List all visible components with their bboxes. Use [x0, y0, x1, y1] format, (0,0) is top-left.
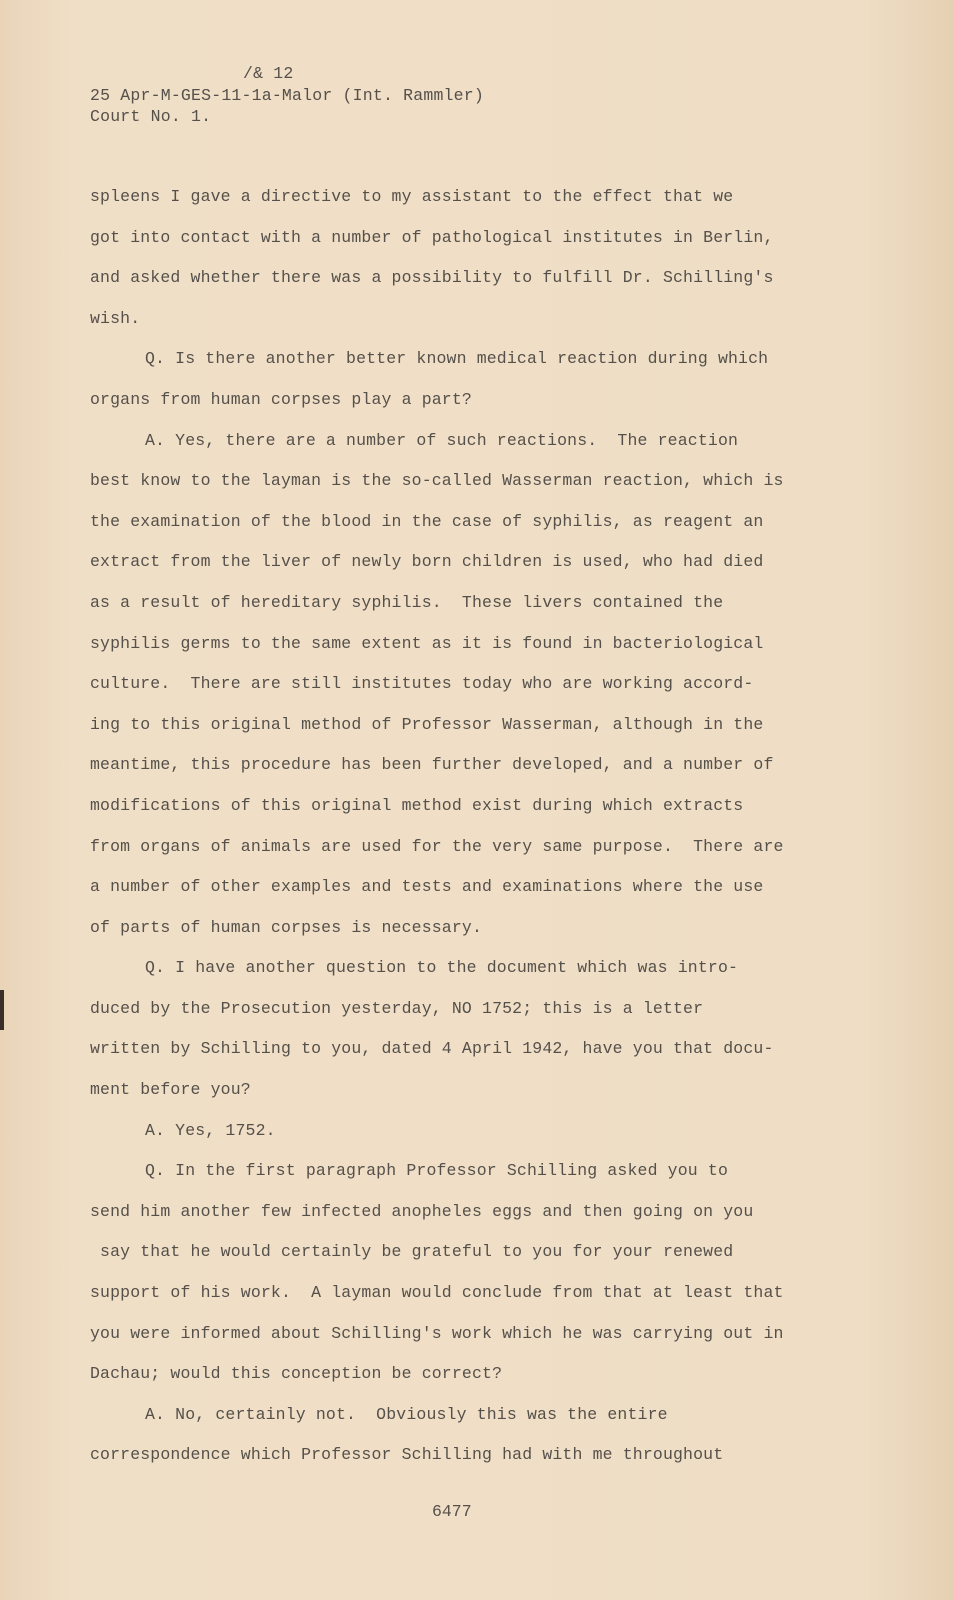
- page-number: 6477: [432, 1502, 472, 1521]
- header-court-line: Court No. 1.: [90, 107, 212, 126]
- transcript-line: syphilis germs to the same extent as it is found in bacteriological: [90, 633, 764, 653]
- transcript-line: ing to this original method of Professor Wasserman, although in the: [90, 714, 764, 734]
- transcript-line: as a result of hereditary syphilis. These livers contained the: [90, 592, 724, 612]
- transcript-line: culture. There are still institutes today who are working accord-: [90, 674, 754, 694]
- transcript-line: say that he would certainly be grateful to you for your renewed: [90, 1242, 734, 1262]
- transcript-line: wish.: [90, 308, 141, 328]
- transcript-line: Dachau; would this conception be correct?: [90, 1364, 503, 1384]
- transcript-line: duced by the Prosecution yesterday, NO 1752; this is a letter: [90, 998, 704, 1018]
- transcript-line: support of his work. A layman would conclude from that at least that: [90, 1283, 784, 1303]
- transcript-line: organs from human corpses play a part?: [90, 389, 472, 409]
- transcript-line: Q. Is there another better known medical reaction during which: [145, 349, 769, 369]
- transcript-line: meantime, this procedure has been further developed, and a number of: [90, 755, 774, 775]
- transcript-line: of parts of human corpses is necessary.: [90, 917, 483, 937]
- transcript-line: you were informed about Schilling's work which he was carrying out in: [90, 1323, 784, 1343]
- page-mark: /& 12: [243, 64, 294, 83]
- transcript-line: A. No, certainly not. Obviously this was the entire: [145, 1404, 668, 1424]
- transcript-line: Q. In the first paragraph Professor Schilling asked you to: [145, 1161, 728, 1181]
- transcript-line: spleens I gave a directive to my assistant to the effect that we: [90, 187, 734, 206]
- transcript-body: [90, 186, 850, 1485]
- transcript-line: Q. I have another question to the document which was intro-: [145, 958, 739, 978]
- header-case-line: 25 Apr-M-GES-11-1a-Malor (Int. Rammler): [90, 86, 484, 105]
- transcript-line: A. Yes, there are a number of such reactions. The reaction: [145, 430, 739, 450]
- transcript-line: best know to the layman is the so-called Wasserman reaction, which is: [90, 471, 784, 491]
- transcript-line: modifications of this original method exist during which extracts: [90, 795, 744, 815]
- transcript-line: send him another few infected anopheles eggs and then going on you: [90, 1201, 754, 1221]
- transcript-line: correspondence which Professor Schilling had with me throughout: [90, 1445, 724, 1465]
- transcript-line: A. Yes, 1752.: [145, 1120, 276, 1140]
- transcript-line: ment before you?: [90, 1080, 251, 1100]
- transcript-line: from organs of animals are used for the very same purpose. There are: [90, 836, 784, 856]
- transcript-line: a number of other examples and tests and examinations where the use: [90, 877, 764, 897]
- binding-edge-mark: [0, 990, 4, 1030]
- transcript-line: and asked whether there was a possibility to fulfill Dr. Schilling's: [90, 268, 774, 288]
- transcript-line: got into contact with a number of pathological institutes in Berlin,: [90, 227, 774, 247]
- transcript-line: extract from the liver of newly born children is used, who had died: [90, 552, 764, 572]
- transcript-line: the examination of the blood in the case of syphilis, as reagent an: [90, 511, 764, 531]
- transcript-line: written by Schilling to you, dated 4 April 1942, have you that docu-: [90, 1039, 774, 1059]
